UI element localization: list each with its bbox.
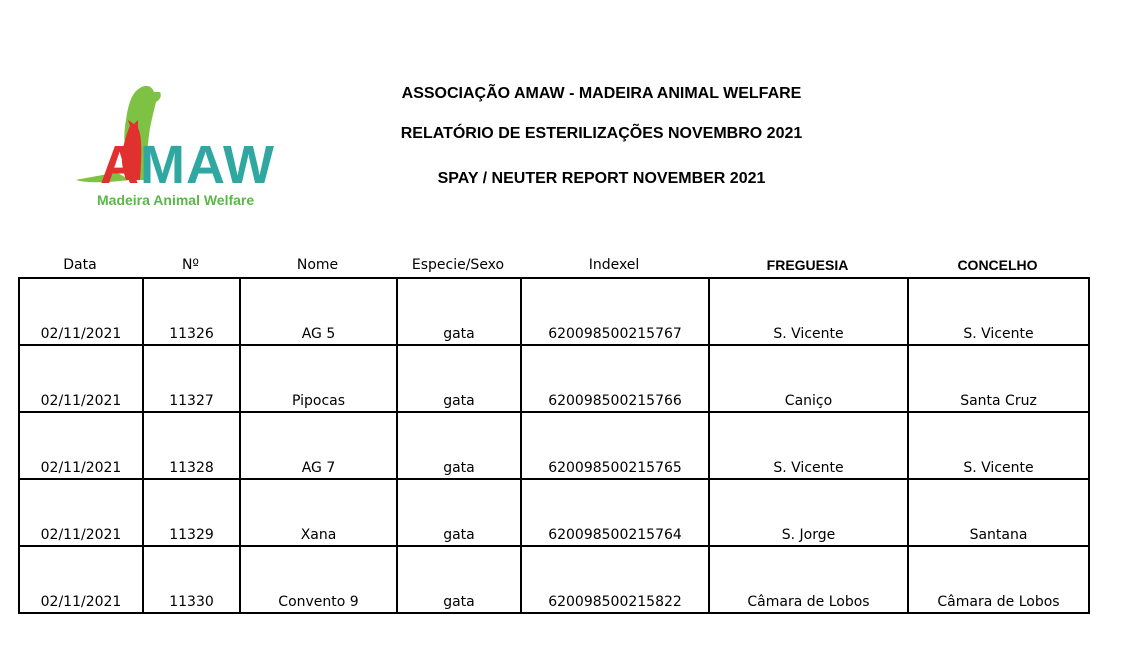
cell-concelho: S. Vicente [908,412,1089,479]
cell-especie-sexo: gata [397,345,521,412]
table-row [19,546,1089,613]
cell-concelho: Câmara de Lobos [908,546,1089,613]
sterilization-table [18,277,1090,614]
cell-data: 02/11/2021 [19,345,143,412]
logo-tagline: Madeira Animal Welfare [97,192,255,208]
cell-nome: AG 7 [240,412,397,479]
cell-indexel: 620098500215767 [521,278,709,345]
cell-indexel: 620098500215765 [521,412,709,479]
cell-numero: 11330 [143,546,240,613]
cell-numero: 11326 [143,278,240,345]
cell-freguesia: Caniço [709,345,908,412]
cell-freguesia: S. Vicente [709,278,908,345]
report-title-en: SPAY / NEUTER REPORT NOVEMBER 2021 [437,170,766,187]
cell-especie-sexo: gata [397,479,521,546]
cell-nome: Pipocas [240,345,397,412]
association-title: ASSOCIAÇÃO AMAW - MADEIRA ANIMAL WELFARE [401,85,802,102]
report-title-pt: RELATÓRIO DE ESTERILIZAÇÕES NOVEMBRO 2021 [400,125,803,142]
cell-numero: 11327 [143,345,240,412]
cell-nome: AG 5 [240,278,397,345]
logo-wordmark: AMAW [100,135,275,195]
cell-concelho: Santa Cruz [908,345,1089,412]
cell-concelho: S. Vicente [908,278,1089,345]
cell-concelho: Santana [908,479,1089,546]
cell-especie-sexo: gata [397,546,521,613]
cell-freguesia: S. Vicente [709,412,908,479]
table-row [19,345,1089,412]
cell-especie-sexo: gata [397,412,521,479]
cell-data: 02/11/2021 [19,412,143,479]
cell-freguesia: S. Jorge [709,479,908,546]
cell-data: 02/11/2021 [19,278,143,345]
table-row [19,479,1089,546]
col-header-nome: Nome [296,257,339,273]
table-row [19,278,1089,345]
cell-indexel: 620098500215764 [521,479,709,546]
cell-nome: Xana [240,479,397,546]
col-header-especie-sexo: Especie/Sexo [411,257,505,273]
col-header-data: Data [63,257,97,273]
cell-data: 02/11/2021 [19,479,143,546]
cell-data: 02/11/2021 [19,546,143,613]
col-header-indexel: Indexel [588,257,640,273]
col-header-numero: Nº [181,257,200,273]
cell-numero: 11329 [143,479,240,546]
table-row [19,412,1089,479]
cell-numero: 11328 [143,412,240,479]
cell-nome: Convento 9 [240,546,397,613]
col-header-freguesia: FREGUESIA [766,257,849,273]
cell-freguesia: Câmara de Lobos [709,546,908,613]
col-header-concelho: CONCELHO [957,257,1038,273]
cell-indexel: 620098500215822 [521,546,709,613]
cell-especie-sexo: gata [397,278,521,345]
cell-indexel: 620098500215766 [521,345,709,412]
